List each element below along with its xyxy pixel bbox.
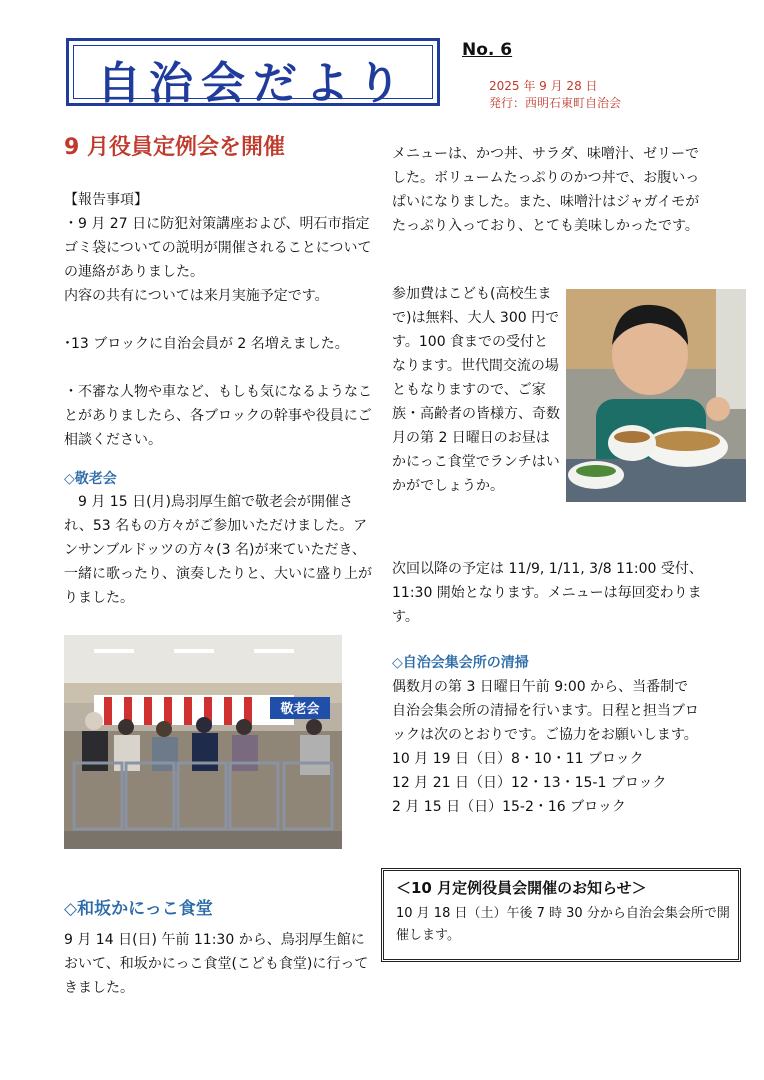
keirokai-photo-drawing xyxy=(64,635,342,849)
child-photo-drawing xyxy=(566,289,746,502)
cleaning-intro: 偶数月の第 3 日曜日午前 9:00 から、当番制で自治会集会所の清掃を行います。日程と担当ブロックは次のとおりです。ご協力をお願いします。 xyxy=(392,679,699,743)
child-eating-photo xyxy=(566,289,746,502)
keirokai-body: 9 月 15 日(月)鳥羽厚生館で敬老会が開催され、53 名もの方々がご参加いただけました。アンサンブルドッツの方々(3 名)が来ていただき、一緒に歌ったり、演奏したりと、大いに盛り上がりました。 xyxy=(64,494,372,606)
wasaka-fee-text: 参加費はこども(高校生まで)は無料、大人 300 円です。100 食までの受付となります。世代間交流の場ともなりますので、ご家族・高齢者の皆様方、奇数月の第 2 日曜日のお昼はかにっこ食堂でランチはいかがでしょうか。 xyxy=(392,286,560,494)
cleaning-section xyxy=(392,675,702,819)
notice-body: 10 月 18 日（土）午後 7 時 30 分から自治会集会所で開催します。 xyxy=(396,906,730,943)
cleaning-heading: ◇自治会集会所の清掃 xyxy=(392,655,529,671)
issue-number: No. 6 xyxy=(462,40,513,60)
publisher: 発行：西明石東町自治会 xyxy=(489,96,622,110)
wasaka-heading: ◇和坂かにっこ食堂 xyxy=(64,899,213,919)
cleaning-entry: 2 月 15 日（日）15-2・16 ブロック xyxy=(392,799,626,815)
issue-date: 2025 年 9 月 28 日 xyxy=(489,79,598,93)
notice-title: ＜10 月定例役員会開催のお知らせ＞ xyxy=(396,879,647,897)
cleaning-entry: 10 月 19 日（日）8・10・11 ブロック xyxy=(392,751,644,767)
report-line: 内容の共有については来月実施予定です。 xyxy=(64,288,329,304)
keirokai-photo xyxy=(64,635,342,849)
spacer xyxy=(64,356,376,380)
main-heading: 9 月役員定例会を開催 xyxy=(64,135,285,160)
wasaka-schedule-text: 次回以降の予定は 11/9, 1/11, 3/8 11:00 受付、11:30 開始となります。メニューは毎回変わります。 xyxy=(392,561,703,625)
wasaka-menu-text: メニューは、かつ丼、サラダ、味噌汁、ゼリーでした。ボリュームたっぷりのかつ丼で、お腹いっぱいになりました。また、味噌汁はジャガイモがたっぷり入っており、とても美味しかったです。 xyxy=(392,146,700,234)
report-line: 【報告事項】 xyxy=(64,192,148,208)
spacer xyxy=(64,308,376,332)
wasaka-body: 9 月 14 日(日) 午前 11:30 から、鳥羽厚生館において、和坂かにっこ食堂(こども食堂)に行ってきました。 xyxy=(64,932,369,996)
keirokai-heading: ◇敬老会 xyxy=(64,471,117,487)
masthead xyxy=(66,38,440,109)
notice-box xyxy=(381,868,741,962)
report-line: ・不審な人物や車など、もしも気になるようなことがありましたら、各ブロックの幹事や役員にご相談ください。 xyxy=(64,384,372,448)
cleaning-entry: 12 月 21 日（日）12・13・15-1 ブロック xyxy=(392,775,667,791)
report-section xyxy=(64,188,376,452)
report-line: ・9 月 27 日に防犯対策講座および、明石市指定ゴミ袋についての説明が開催されることについての連絡がありました。 xyxy=(64,216,372,280)
photo-sign-text: 敬老会 xyxy=(280,702,320,717)
report-line: ･13 ブロックに自治会員が 2 名増えました。 xyxy=(64,336,349,352)
newsletter-title: 自治会だより xyxy=(97,58,409,109)
